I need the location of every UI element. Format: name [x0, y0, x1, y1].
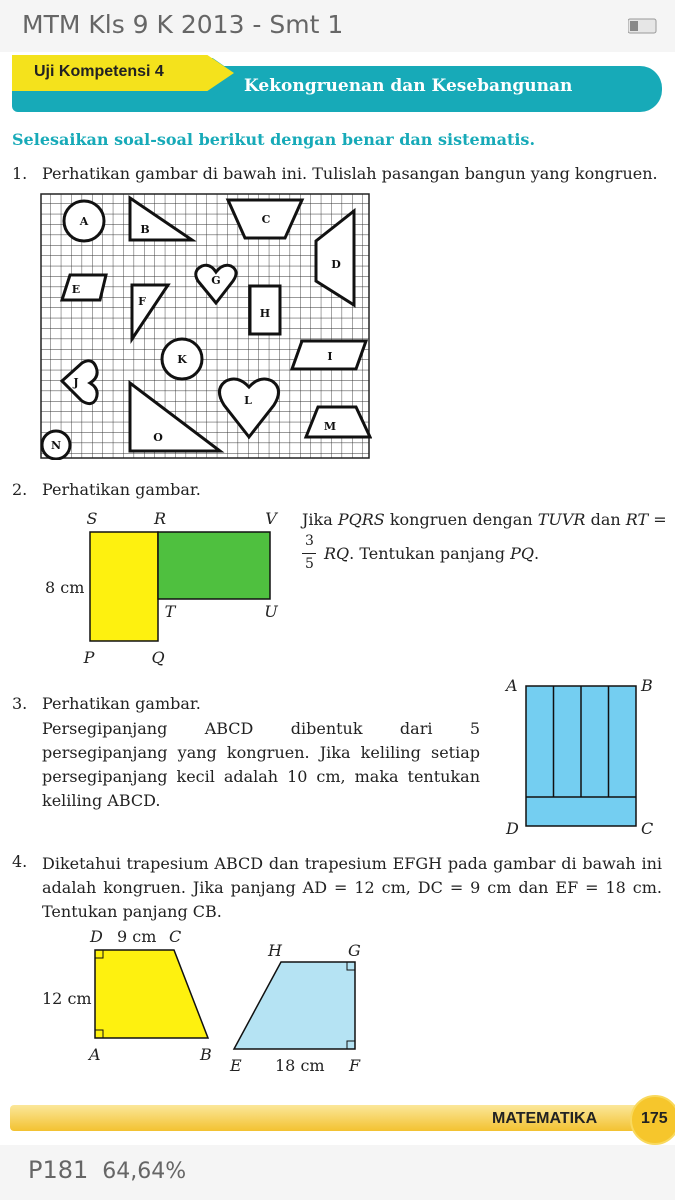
- q4-body: Diketahui trapesium ABCD dan trapesium EFGH pada gambar di bawah ini adalah kongruen. Jika panjang AD = 12 cm, DC = 9 cm dan EF = 18 cm. Tentukan panjang CB.: [42, 854, 662, 921]
- fraction-denominator: 5: [305, 556, 314, 572]
- label-8cm: 8 cm: [45, 578, 85, 597]
- fraction-bar: [302, 553, 316, 554]
- page-indicator[interactable]: P181: [28, 1156, 89, 1184]
- label-s: S: [86, 509, 98, 528]
- label-e4: E: [230, 1056, 242, 1075]
- shape-label-n: N: [50, 439, 62, 452]
- shape-label-f: F: [138, 295, 146, 308]
- q2-text: Perhatikan gambar.: [42, 480, 201, 499]
- shape-label-a: A: [79, 215, 89, 228]
- label-t: T: [164, 602, 176, 621]
- shape-label-m: M: [323, 420, 337, 433]
- q2-statement: Jika PQRS kongruen dengan TUVR dan RT =: [302, 510, 667, 529]
- shape-label-c: C: [261, 213, 271, 226]
- chapter-subtitle: Kekongruenan dan Kesebangunan: [244, 76, 573, 96]
- label-d4: D: [90, 927, 103, 946]
- shape-label-j: J: [73, 376, 79, 389]
- label-b4: B: [200, 1045, 212, 1064]
- shape-label-o: O: [153, 431, 163, 444]
- label-9cm: 9 cm: [117, 927, 157, 946]
- label-h4: H: [268, 941, 282, 960]
- instruction: Selesaikan soal-soal berikut dengan benar dan sistematis.: [12, 130, 536, 149]
- label-u: U: [264, 602, 278, 621]
- reading-progress: 64,64%: [102, 1159, 187, 1184]
- label-f4: F: [349, 1056, 361, 1075]
- battery-icon: [628, 16, 658, 36]
- q3-number: 3.: [12, 694, 28, 713]
- shape-label-e: E: [71, 283, 81, 296]
- shape-label-d: D: [331, 258, 341, 271]
- q2-number: 2.: [12, 480, 28, 499]
- label-a3: A: [506, 676, 518, 695]
- q2-figure: [40, 505, 290, 670]
- footer-page-number: 175: [641, 1110, 668, 1127]
- q1-text: Perhatikan gambar di bawah ini. Tulislah pasangan bangun yang kongruen.: [42, 164, 658, 183]
- shape-label-i: I: [327, 350, 333, 363]
- reader-status: [28, 1156, 186, 1184]
- fraction-numerator: 3: [305, 533, 314, 549]
- label-12cm: 12 cm: [42, 989, 92, 1008]
- label-a4: A: [89, 1045, 101, 1064]
- q4-figure: [38, 925, 378, 1080]
- label-v: V: [265, 509, 277, 528]
- footer-subject: MATEMATIKA: [492, 1110, 598, 1127]
- label-q: Q: [151, 648, 165, 667]
- label-r: R: [153, 509, 167, 528]
- label-c3: C: [641, 819, 654, 838]
- chapter-tag-label: Uji Kompetensi 4: [34, 63, 164, 80]
- q1-number: 1.: [12, 164, 28, 183]
- q3-body: Persegipanjang ABCD dibentuk dari 5 persegipanjang yang kongruen. Jika keliling setiap persegipanjang kecil adalah 10 cm, maka tentukan keliling ABCD.: [42, 719, 480, 810]
- q4-number: 4.: [12, 852, 28, 871]
- label-g4: G: [348, 941, 361, 960]
- q1-grid-figure: [40, 193, 372, 460]
- q2-statement-2: RQ. Tentukan panjang PQ.: [324, 544, 540, 563]
- shape-label-k: K: [177, 353, 187, 366]
- shape-label-b: B: [140, 223, 150, 236]
- label-p: P: [83, 648, 95, 667]
- label-d3: D: [506, 819, 519, 838]
- shape-label-g: G: [211, 274, 221, 287]
- label-c4: C: [169, 927, 182, 946]
- label-18cm: 18 cm: [275, 1056, 325, 1075]
- label-b3: B: [641, 676, 653, 695]
- shape-label-l: L: [244, 394, 252, 407]
- q3-figure: [498, 672, 668, 842]
- q3-title: Perhatikan gambar.: [42, 694, 201, 713]
- shape-label-h: H: [259, 307, 271, 320]
- app-title: MTM Kls 9 K 2013 - Smt 1: [22, 10, 344, 39]
